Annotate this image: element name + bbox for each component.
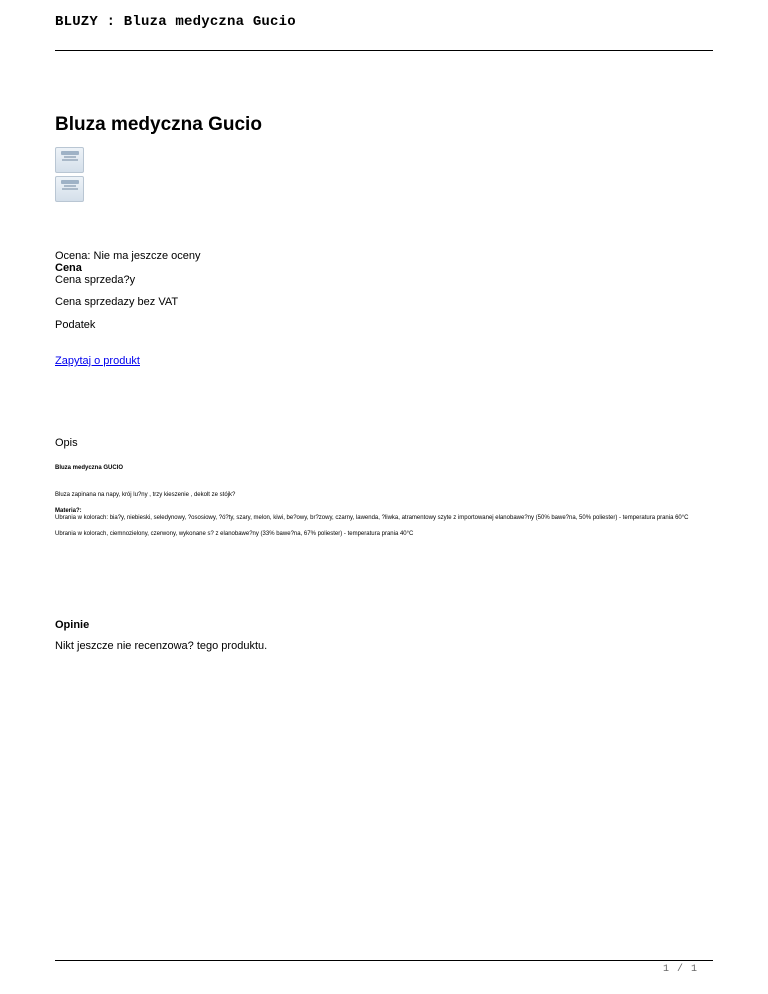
description-text: Bluza zapinana na napy, krój lu?ny , trzy kieszenie , dekolt ze stójk?: [55, 492, 236, 498]
no-reviews-text: Nikt jeszcze nie recenzowa? tego produktu.: [55, 640, 268, 652]
material-line-1: Ubrania w kolorach: bia?y, niebieski, seledynowy, ?ososiowy, ?ó?ty, szary, melon, kiwi, be?owy, br?zowy, czarny, lawenda, ?liwka, atramentowy szyte z importowanej elanobawe?ny (50% bawe?na, 50% poliester) - temperatura prania 60°C: [55, 515, 689, 521]
description-heading: Opis: [55, 437, 78, 449]
material-heading: Materia?:: [55, 508, 82, 514]
header-divider: [55, 50, 713, 51]
footer-divider: [55, 960, 713, 961]
material-line-2: Ubrania w kolorach, ciemnozielony, czerwony, wykonane s? z elanobawe?ny (33% bawe?na, 67% poliester) - temperatura prania 40°C: [55, 531, 414, 537]
price-sale-label: Cena sprzeda?y: [55, 274, 136, 286]
document-header-title: BLUZY : Bluza medyczna Gucio: [55, 14, 296, 30]
rating-text: Ocena: Nie ma jeszcze oceny: [55, 250, 201, 262]
ask-about-product-link[interactable]: Zapytaj o produkt: [55, 355, 140, 367]
description-product-name: Bluza medyczna GUCIO: [55, 465, 124, 471]
product-title: Bluza medyczna Gucio: [55, 114, 262, 135]
tax-label: Podatek: [55, 319, 96, 331]
price-heading: Cena: [55, 262, 82, 274]
reviews-heading: Opinie: [55, 619, 90, 631]
price-no-vat-label: Cena sprzedazy bez VAT: [55, 296, 179, 308]
image-placeholder-icon[interactable]: [55, 176, 84, 202]
page-number: 1 / 1: [662, 964, 698, 975]
image-placeholder-icon[interactable]: [55, 147, 84, 173]
